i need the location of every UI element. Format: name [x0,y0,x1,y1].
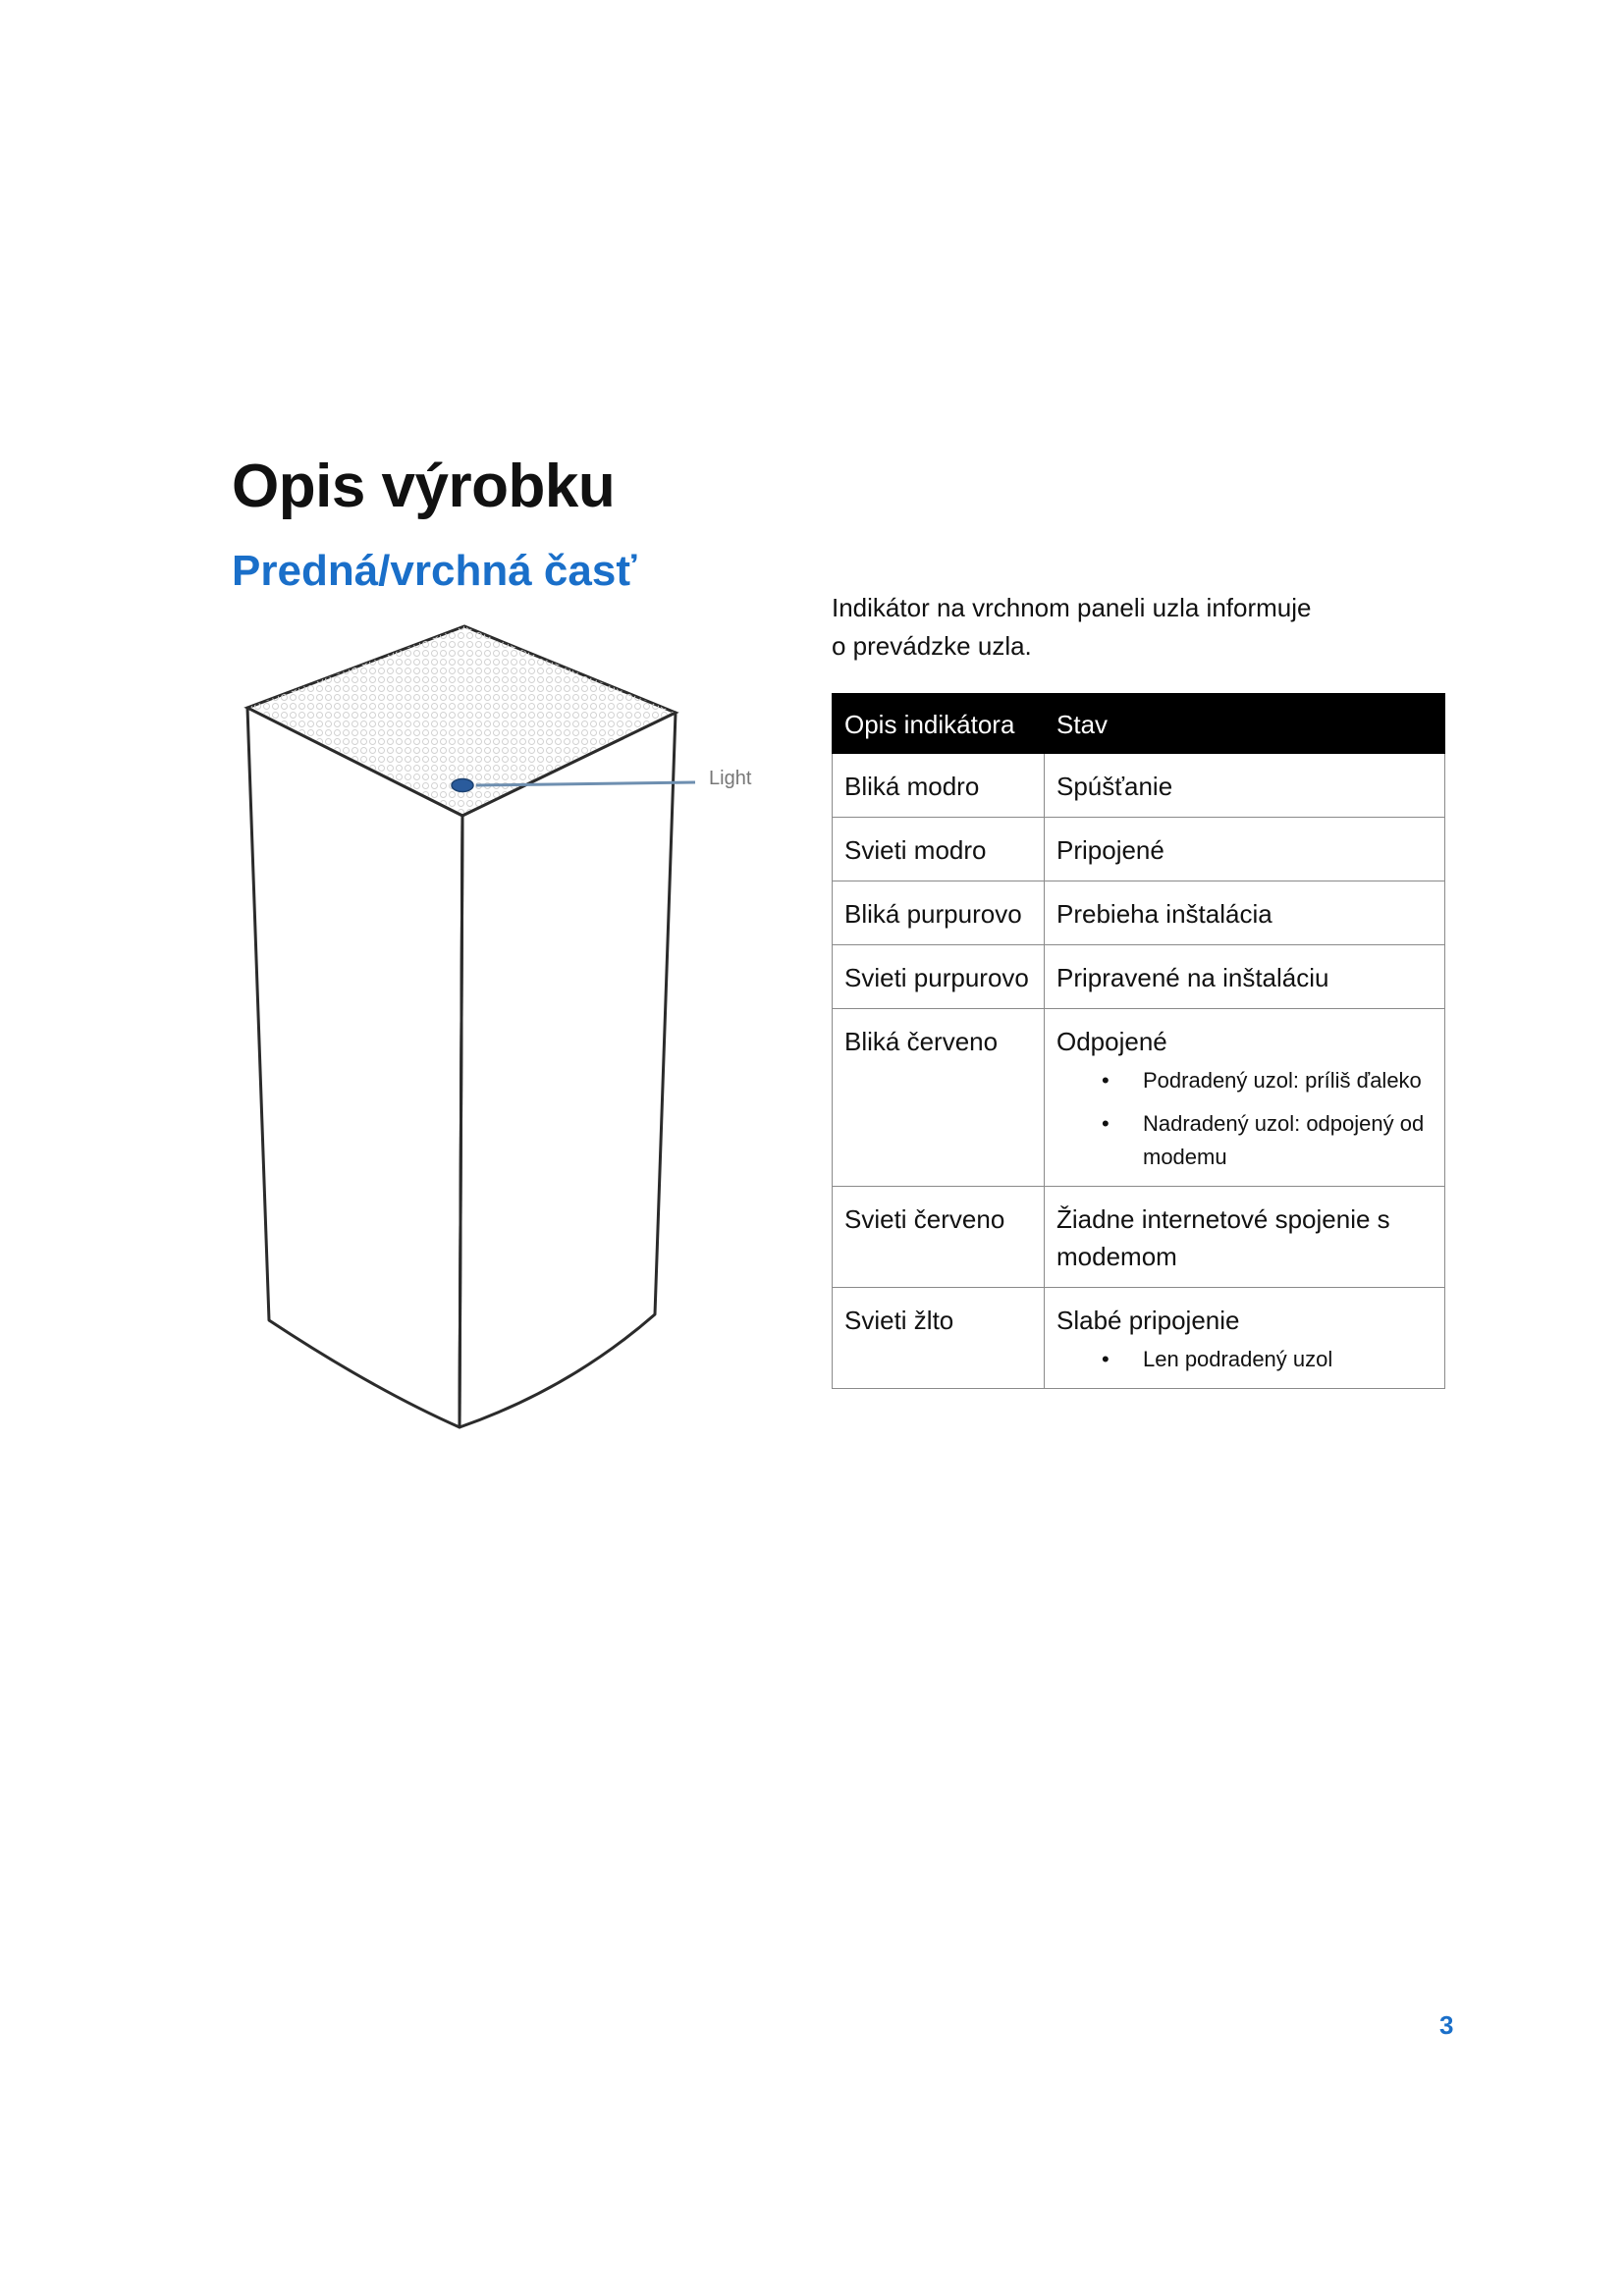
status-cell: Pripojené [1045,818,1445,881]
table-row [833,1187,1445,1288]
indicator-cell: Bliká modro [833,754,1045,818]
status-cell: Pripravené na inštaláciu [1045,945,1445,1009]
page-title: Opis výrobku [232,452,616,520]
indicator-cell: Bliká purpurovo [833,881,1045,945]
table-row [833,1009,1445,1187]
table-row [833,881,1445,945]
table-header-row [833,694,1445,754]
table-row [833,754,1445,818]
status-bullets [1056,1343,1433,1376]
node-device-figure [236,614,766,1448]
bullet-item: • Podradený uzol: príliš ďaleko [1143,1064,1433,1097]
intro-line-2: o prevádzke uzla. [832,631,1032,661]
section-title: Predná/vrchná časť [232,546,637,595]
page-number: 3 [1439,2010,1454,2040]
indicator-cell: Svieti žlto [833,1288,1045,1389]
status-bullets [1056,1064,1433,1174]
status-cell [1045,1288,1445,1389]
light-callout-label: Light [709,768,752,789]
status-cell: Prebieha inštalácia [1045,881,1445,945]
status-cell [1045,1009,1445,1187]
header-status: Stav [1045,694,1445,754]
intro-text [832,589,1381,666]
table-row [833,818,1445,881]
header-indicator: Opis indikátora [833,694,1045,754]
status-cell: Spúšťanie [1045,754,1445,818]
status-text: Slabé pripojenie [1056,1306,1240,1335]
intro-line-1: Indikátor na vrchnom paneli uzla informuje [832,593,1312,622]
indicator-cell: Svieti purpurovo [833,945,1045,1009]
indicator-cell: Svieti modro [833,818,1045,881]
bullet-item: • Nadradený uzol: odpojený od modemu [1143,1107,1433,1174]
bullet-item: • Len podradený uzol [1143,1343,1433,1376]
status-cell: Žiadne internetové spojenie s modemom [1045,1187,1445,1288]
table-row [833,1288,1445,1389]
table-row [833,945,1445,1009]
indicator-cell: Bliká červeno [833,1009,1045,1187]
indicator-cell: Svieti červeno [833,1187,1045,1288]
status-text: Odpojené [1056,1027,1167,1056]
indicator-status-table [832,693,1445,1389]
